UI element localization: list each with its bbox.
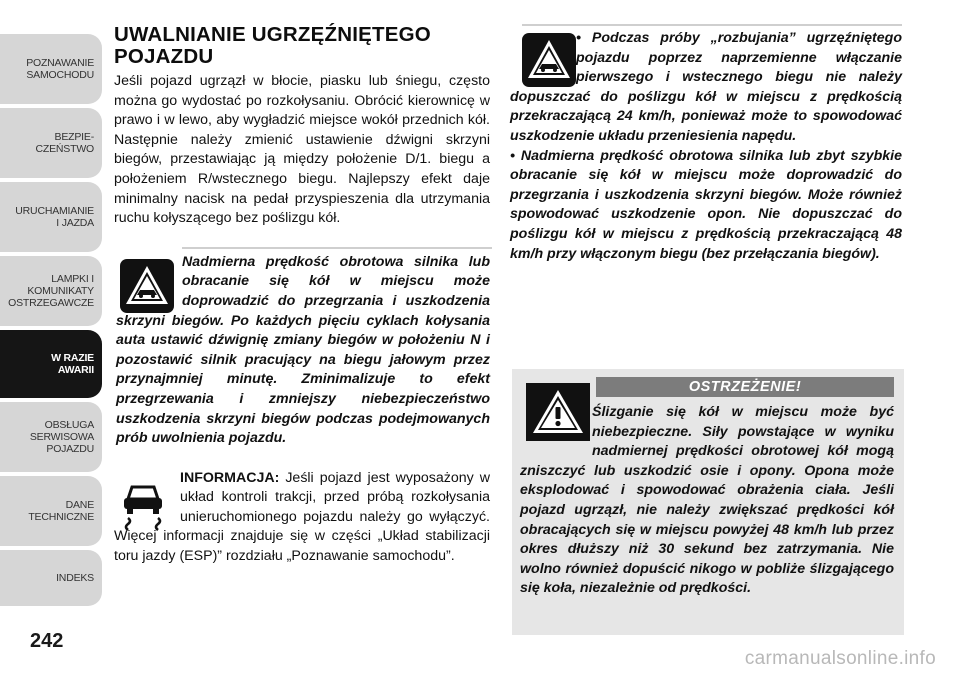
- tab-label: POZNAWANIE SAMOCHODU: [26, 57, 94, 81]
- section-title: UWALNIANIE UGRZĘŹNIĘTEGO POJAZDU: [114, 23, 431, 68]
- tab-label: LAMPKI I KOMUNIKATY OSTRZEGAWCZE: [8, 273, 94, 309]
- tab-bezpieczenstwo[interactable]: [0, 108, 102, 178]
- tab-label: BEZPIE- CZEŃSTWO: [35, 131, 94, 155]
- info-label: INFORMACJA:: [180, 469, 280, 486]
- left-column: [114, 24, 490, 567]
- page-number: 242: [30, 630, 64, 652]
- divider: [182, 247, 492, 249]
- caution-bullet: • Podczas próby „rozbujania” ugrzęźniętego pojazdu poprzez naprzemienne włączanie pierwszego i wstecznego biegu nie należy dopuszczać do poślizgu kół w miejscu z prędkością przekraczającą 24 km/h, ponieważ może to spowodować uszkodzenie układu przeniesienia napędu.: [510, 30, 902, 144]
- tab-label: W RAZIE AWARII: [51, 352, 94, 376]
- tab-label: URUCHAMIANIE I JAZDA: [15, 205, 94, 229]
- info-text: Jeśli pojazd jest wyposażony w układ kontroli trakcji, przed próbą rozkołysania unieruchomionego pojazdu należy go wyłączyć. Więcej informacji znajduje się w części „Układ stabilizacji toru jazdy (ESP)” rozdziału „Poznawanie samochodu”.: [114, 469, 490, 565]
- caution-bullet: • Nadmierna prędkość obrotowa silnika lub zbyt szybkie obracanie się kół w miejscu może doprowadzić do przegrzania i uszkodzenia skrzyni biegów. Może również spowodować uszkodzenie opon. Nie dopuszczać do poślizgu kół w miejscu z prędkością przekraczającą 48 km/h przy włączonym biegu (bez przełączania biegów).: [510, 147, 902, 262]
- caution-text: Nadmierna prędkość obrotowa silnika lub obracanie się kół w miejscu może doprowadzić do przegrzania i uszkodzenia skrzyni biegów. Po każdych pięciu cyklach kołysania auta ustawić dźwignię zmiany biegów w położeniu N i pozostawić silnik pracujący na biegu jałowym przez przynajmniej minutę. Zminimalizuje to efekt przegrzewania i zmniejszy niebezpieczeństwo uszkodzenia skrzyni biegów podczas podejmowanych prób uwolnienia pojazdu.: [116, 253, 490, 447]
- warning-text: Ślizganie się kół w miejscu może być niebezpieczne. Siły powstające w wyniku nadmiernej prędkości obrotowej kół mogą zniszczyć lub uszkodzić osie i opony. Opona może eksplodować i spowodować obrażenia ciała. Jeśli pojazd ugrzązł, nie należy zwiększać prędkości kół obracających się w miejscu powyżej 48 km/h lub przez okres dłuższy niż 30 sekund bez zatrzymania. Nie wolno również dopuścić nikogo w pobliże ślizgającego się koła, niezależnie od prędkości.: [520, 404, 894, 597]
- watermark: carmanualsonline.info: [744, 648, 936, 669]
- caution-note-left: [116, 247, 490, 449]
- skidding-car-warning-icon: [116, 253, 182, 311]
- tab-indeks[interactable]: [0, 550, 102, 606]
- caution-note-right: [510, 24, 902, 264]
- tab-poznawanie-samochodu[interactable]: [0, 34, 102, 104]
- tab-dane-techniczne[interactable]: [0, 476, 102, 546]
- info-note: [114, 469, 490, 567]
- exclamation-warning-icon: [520, 397, 592, 461]
- divider: [522, 24, 902, 26]
- tab-label: OBSŁUGA SERWISOWA POJAZDU: [29, 419, 94, 455]
- skidding-car-warning-icon: [510, 29, 576, 87]
- tab-obsluga-serwisowa[interactable]: [0, 402, 102, 472]
- intro-paragraph: Jeśli pojazd ugrzązł w błocie, piasku lub śniegu, często można go wydostać po rozkołysaniu. Obrócić kierownicę w prawo i w lewo, aby wygładzić miejsce wokół przednich kół. Następnie należy zmienić ustawienie dźwigni skrzyni biegów, przestawiając ją między położenie D/1. biegu a położeniem R/wstecznego biegu. Najlepszy efekt daje minimalny nacisk na pedał przyspieszenia dla utrzymania ruchu kołyszącego bez poślizgu kół.: [114, 73, 490, 227]
- tab-uruchamianie-i-jazda[interactable]: [0, 182, 102, 252]
- right-column: [510, 24, 902, 264]
- warning-heading: OSTRZEŻENIE!: [596, 377, 894, 397]
- chapter-tabs: [0, 0, 102, 678]
- tab-label: INDEKS: [56, 572, 94, 584]
- tab-w-razie-awarii[interactable]: [0, 330, 102, 398]
- warning-box: [512, 369, 904, 635]
- tab-lampki-i-komunikaty[interactable]: [0, 256, 102, 326]
- traction-control-car-icon: [114, 469, 180, 527]
- tab-label: DANE TECHNICZNE: [28, 499, 94, 523]
